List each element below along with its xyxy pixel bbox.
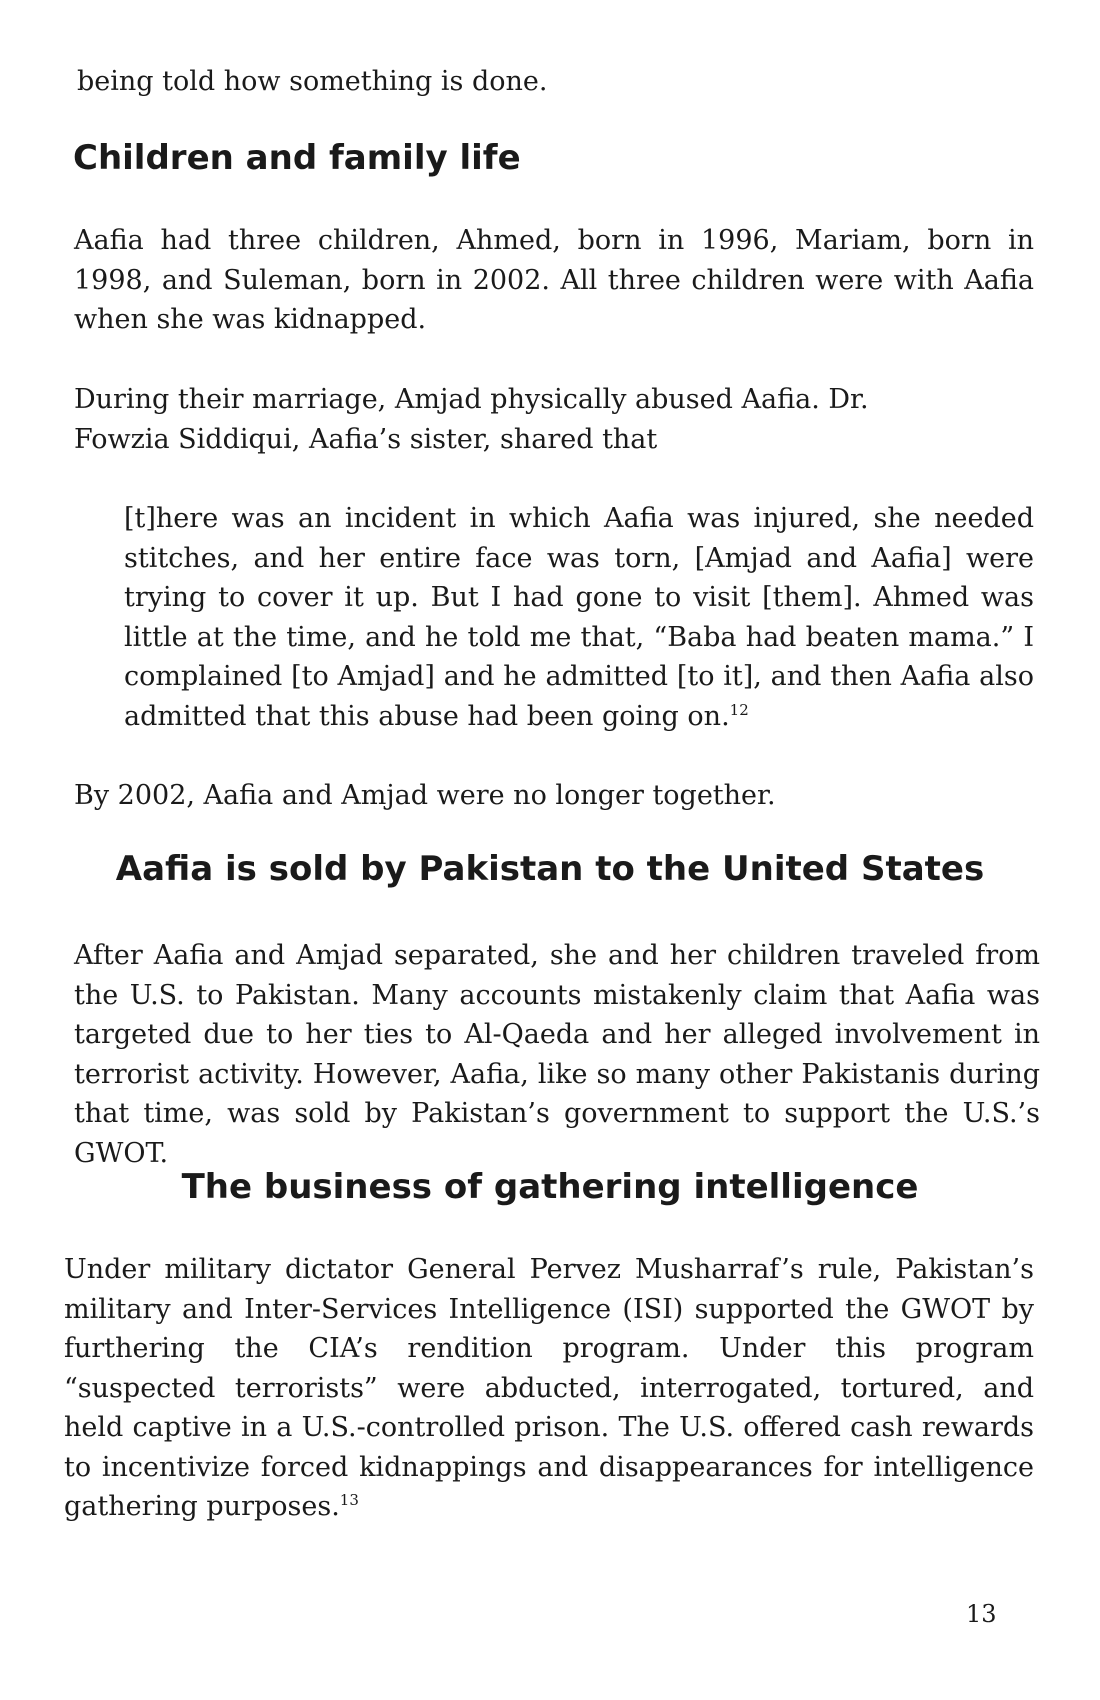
section-heading-children: Children and family life [73,138,521,178]
section-heading-sold: Aafia is sold by Pakistan to the United States [115,849,985,889]
children-paragraph: Aafia had three children, Ahmed, born in 1996, Mariam, born in 1998, and Suleman, born in 2002. All three children were with Aafia when she was kidnapped. [74,225,1034,335]
block-quote-text: [t]here was an incident in which Aafia was injured, she needed stitches, and her entire face was torn, [Amjad and Aafia] were trying to cover it up. But I had gone to visit [them]. Ahmed was little at the time, and he told me that, “Baba had beaten mama.” I complained [to Amjad] and he admitted [to it], and then Aafia also admitted that this abuse had been going on. [124,503,1034,732]
footnote-marker-12: 12 [729,700,749,719]
footnote-marker-13: 13 [339,1491,359,1509]
intelligence-paragraph [64,1250,1034,1527]
marriage-paragraph: During their marriage, Amjad physically abused Aafia. Dr. Fowzia Siddiqui, Aafia’s sister, shared that [74,384,869,455]
page-number: 13 [966,1600,997,1628]
separation-paragraph: By 2002, Aafia and Amjad were no longer together. [74,780,776,811]
intelligence-paragraph-text: Under military dictator General Pervez Musharraf’s rule, Pakistan’s military and Inter-Services Intelligence (ISI) supported the GWOT by furthering the CIA’s rendition program. Under this program “suspected terrorists” were abducted, interrogated, tortured, and held captive in a U.S.-controlled prison. The U.S. offered cash rewards to incentivize forced kidnappings and disappearances for intelligence gathering purposes. [64,1254,1034,1522]
continuation-text: being told how something is done. [77,66,548,97]
sold-paragraph: After Aafia and Amjad separated, she and her children traveled from the U.S. to Pakistan. Many accounts mistakenly claim that Aafia was targeted due to her ties to Al-Qaeda and her alleged involvement in terrorist activity. However, Aafia, like so many other Pakistanis during that time, was sold by Pakistan’s government to support the U.S.’s GWOT. [74,940,1040,1169]
section-heading-intelligence: The business of gathering intelligence [181,1167,919,1207]
block-quote [124,499,1034,736]
